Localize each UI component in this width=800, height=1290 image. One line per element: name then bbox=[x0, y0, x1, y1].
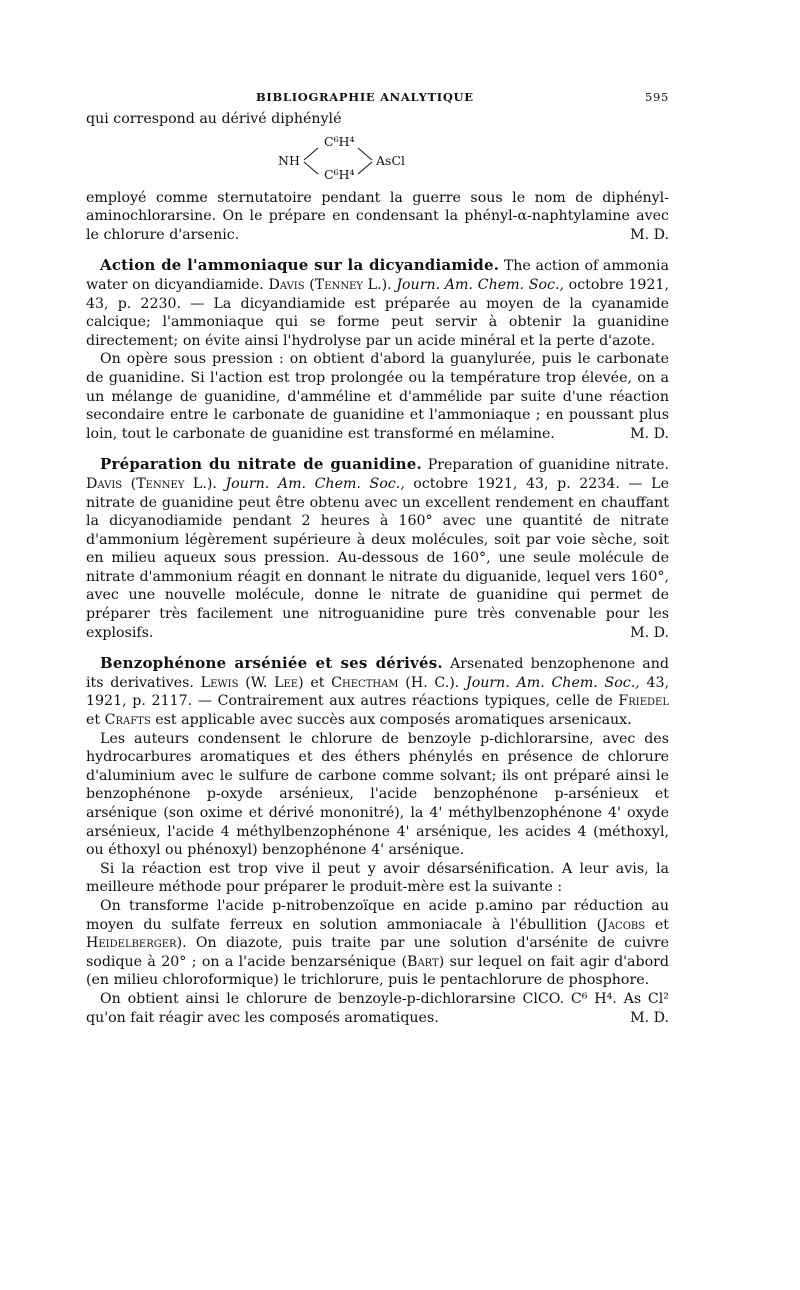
page-number: 595 bbox=[644, 90, 669, 104]
entry-paragraph bbox=[86, 897, 669, 990]
chemical-formula bbox=[86, 129, 669, 189]
signature: M. D. bbox=[630, 624, 669, 641]
abstract-text: ). On diazote, puis traite par une solution d'arsénite de cuivre sodique à 20° ; on a l'acide benzarsénique ( bbox=[86, 935, 669, 970]
abstract-text: On transforme l'acide p-nitrobenzoïque en acide p.amino par réduction au moyen du sulfate ferreux en solution ammoniacale à l'ébullition ( bbox=[86, 897, 669, 933]
reference-name: Crafts bbox=[104, 712, 151, 729]
abstract-text: Si la réaction est trop vive il peut y avoir désarsénification. A leur avis, la meilleure méthode pour préparer le produit-mère est la suivante : bbox=[86, 860, 669, 896]
entry-paragraph bbox=[86, 860, 669, 897]
entry-heading: Préparation du nitrate de guanidine. bbox=[100, 455, 422, 474]
citation-text: Arsenated benzophenone and its derivatives. bbox=[86, 656, 669, 691]
abstract-text: octobre 1921, 43, p. 2234. — Le nitrate de guanidine peut être obtenu avec un excellent rendement en chauffant la dicyanodiamide pendant 2 heures à 160° avec une quantité de nitrate d'ammonium légèrement supérieure à deux molécules, soit par voie sèche, soit en milieu aqueux sous pression. Au-dessous de 160°, une seule molécule de nitrate d'ammonium réagit en donnant le nitrate du diguanide, lequel vers 160°, avec une nouvelle molécule, donne le nitrate de guanidine qui permet de préparer très facilement une nitroguanidine pure très convenable pour les explosifs. bbox=[86, 475, 669, 641]
signature: M. D. bbox=[630, 1009, 669, 1026]
running-title: BIBLIOGRAPHIE ANALYTIQUE bbox=[256, 90, 474, 104]
abstract-text: est applicable avec succès aux composés aromatiques arsenicaux. bbox=[155, 712, 632, 729]
reference-name: Bart bbox=[407, 953, 439, 970]
entry-paragraph bbox=[86, 730, 669, 860]
entry-ammoniaque bbox=[86, 256, 669, 443]
formula-top: C⁶H⁴ bbox=[324, 133, 355, 149]
running-header bbox=[86, 86, 669, 108]
citation-text: The action of ammonia water on dicyandiamide. bbox=[86, 258, 669, 293]
entry-paragraph bbox=[86, 455, 669, 642]
citation-text: et bbox=[310, 674, 325, 691]
entry-paragraph bbox=[86, 350, 669, 443]
abstract-text: qu'on fait réagir avec les composés aromatiques. bbox=[86, 1009, 439, 1026]
signature: M. D. bbox=[630, 226, 669, 243]
abstract-text: Les auteurs condensent le chlorure de benzoyle p-dichlorarsine, avec des hydrocarbures aromatiques et des éthers phénylés en présence de chlorure d'aluminium avec le sulfure de carbone comme solvant; ils ont préparé ainsi le benzophénone p-oxyde arsénieux, l'acide benzophénone p-arsénieux et arsénique (son oxime et dérivé mononitré), la 4' méthylbenzophénone 4' oxyde arsénieux, l'acide 4 méthylbenzophénone 4' arsénique, les acides 4 (méthoxyl, ou éthoxyl ou phénoxyl) benzophénone 4' arsénique. bbox=[86, 730, 669, 859]
citation-journal: Journ. Am. Chem. Soc., bbox=[396, 276, 564, 293]
entry-paragraph bbox=[86, 990, 669, 1027]
entry-paragraph bbox=[86, 256, 669, 350]
citation-text: (H. C.). bbox=[405, 674, 460, 691]
citation-author: Chectham bbox=[331, 674, 399, 691]
citation-authors: Davis (Tenney L.). bbox=[268, 276, 392, 293]
abstract-text: et bbox=[654, 916, 669, 933]
formula-bottom: C⁶H⁴ bbox=[324, 166, 355, 182]
signature: M. D. bbox=[630, 425, 669, 442]
entry-nitrate-guanidine bbox=[86, 455, 669, 642]
reference-name: Friedel bbox=[618, 693, 669, 710]
reference-name: Jacobs bbox=[602, 916, 646, 933]
reference-name: Heidelberger bbox=[86, 935, 177, 952]
abstract-text: et bbox=[86, 712, 101, 729]
formula-left: NH bbox=[278, 152, 300, 168]
entry-heading: Action de l'ammoniaque sur la dicyandiamide. bbox=[100, 256, 500, 275]
citation-text: Preparation of guanidine nitrate. bbox=[427, 457, 669, 474]
entry-benzophenone bbox=[86, 654, 669, 1027]
entry-heading: Benzophénone arséniée et ses dérivés. bbox=[100, 654, 443, 673]
citation-text: (W. bbox=[245, 674, 268, 691]
citation-authors: Davis (Tenney L.). bbox=[86, 475, 217, 492]
citation-author: Lewis bbox=[200, 674, 239, 691]
abstract-text: ) sur lequel on fait agir d'abord (en milieu chloroformique) le trichlorure, puis le pentachlorure de phosphore. bbox=[86, 953, 670, 989]
citation-journal: Journ. Am. Chem. Soc., bbox=[225, 475, 405, 492]
intro-lead: qui correspond au dérivé diphénylé bbox=[86, 111, 342, 127]
citation-author: Lee) bbox=[274, 674, 304, 691]
abstract-text: On opère sous pression : on obtient d'abord la guanylurée, puis le carbonate de guanidine. Si l'action est trop prolongée ou la température trop élevée, on a un mélange de guanidine, d'amméline et d'ammélide par suite d'une réaction secondaire entre le carbonate de guanidine et l'ammoniaque ; en poussant plus loin, tout le carbonate de guanidine est transformé en mélamine. bbox=[86, 351, 669, 442]
entry-paragraph bbox=[86, 654, 669, 729]
abstract-text: On obtient ainsi le chlorure de benzoyle-p-dichlorarsine ClCO. C⁶ H⁴. As Cl² bbox=[100, 990, 669, 1007]
abstract-text: 43, 1921, p. 2117. — Contrairement aux autres réactions typiques, celle de bbox=[86, 674, 670, 710]
page bbox=[86, 86, 669, 1027]
citation-journal: Journ. Am. Chem. Soc., bbox=[466, 674, 640, 691]
formula-right: AsCl bbox=[376, 152, 406, 168]
intro-text: employé comme sternutatoire pendant la guerre sous le nom de diphényl-aminochlorarsine. On le prépare en condensant la phényl-α-naphtylamine avec le chlorure d'arsenic. bbox=[86, 189, 669, 243]
abstract-text: octobre 1921, 43, p. 2230. — La dicyandiamide est préparée au moyen de la cyanamide calcique; l'ammoniaque qui se forme peut servir à obtenir la guanidine directement; on évite ainsi l'hydrolyse par un acide minéral et la perte d'azote. bbox=[86, 276, 669, 349]
intro-paragraph bbox=[86, 189, 669, 245]
